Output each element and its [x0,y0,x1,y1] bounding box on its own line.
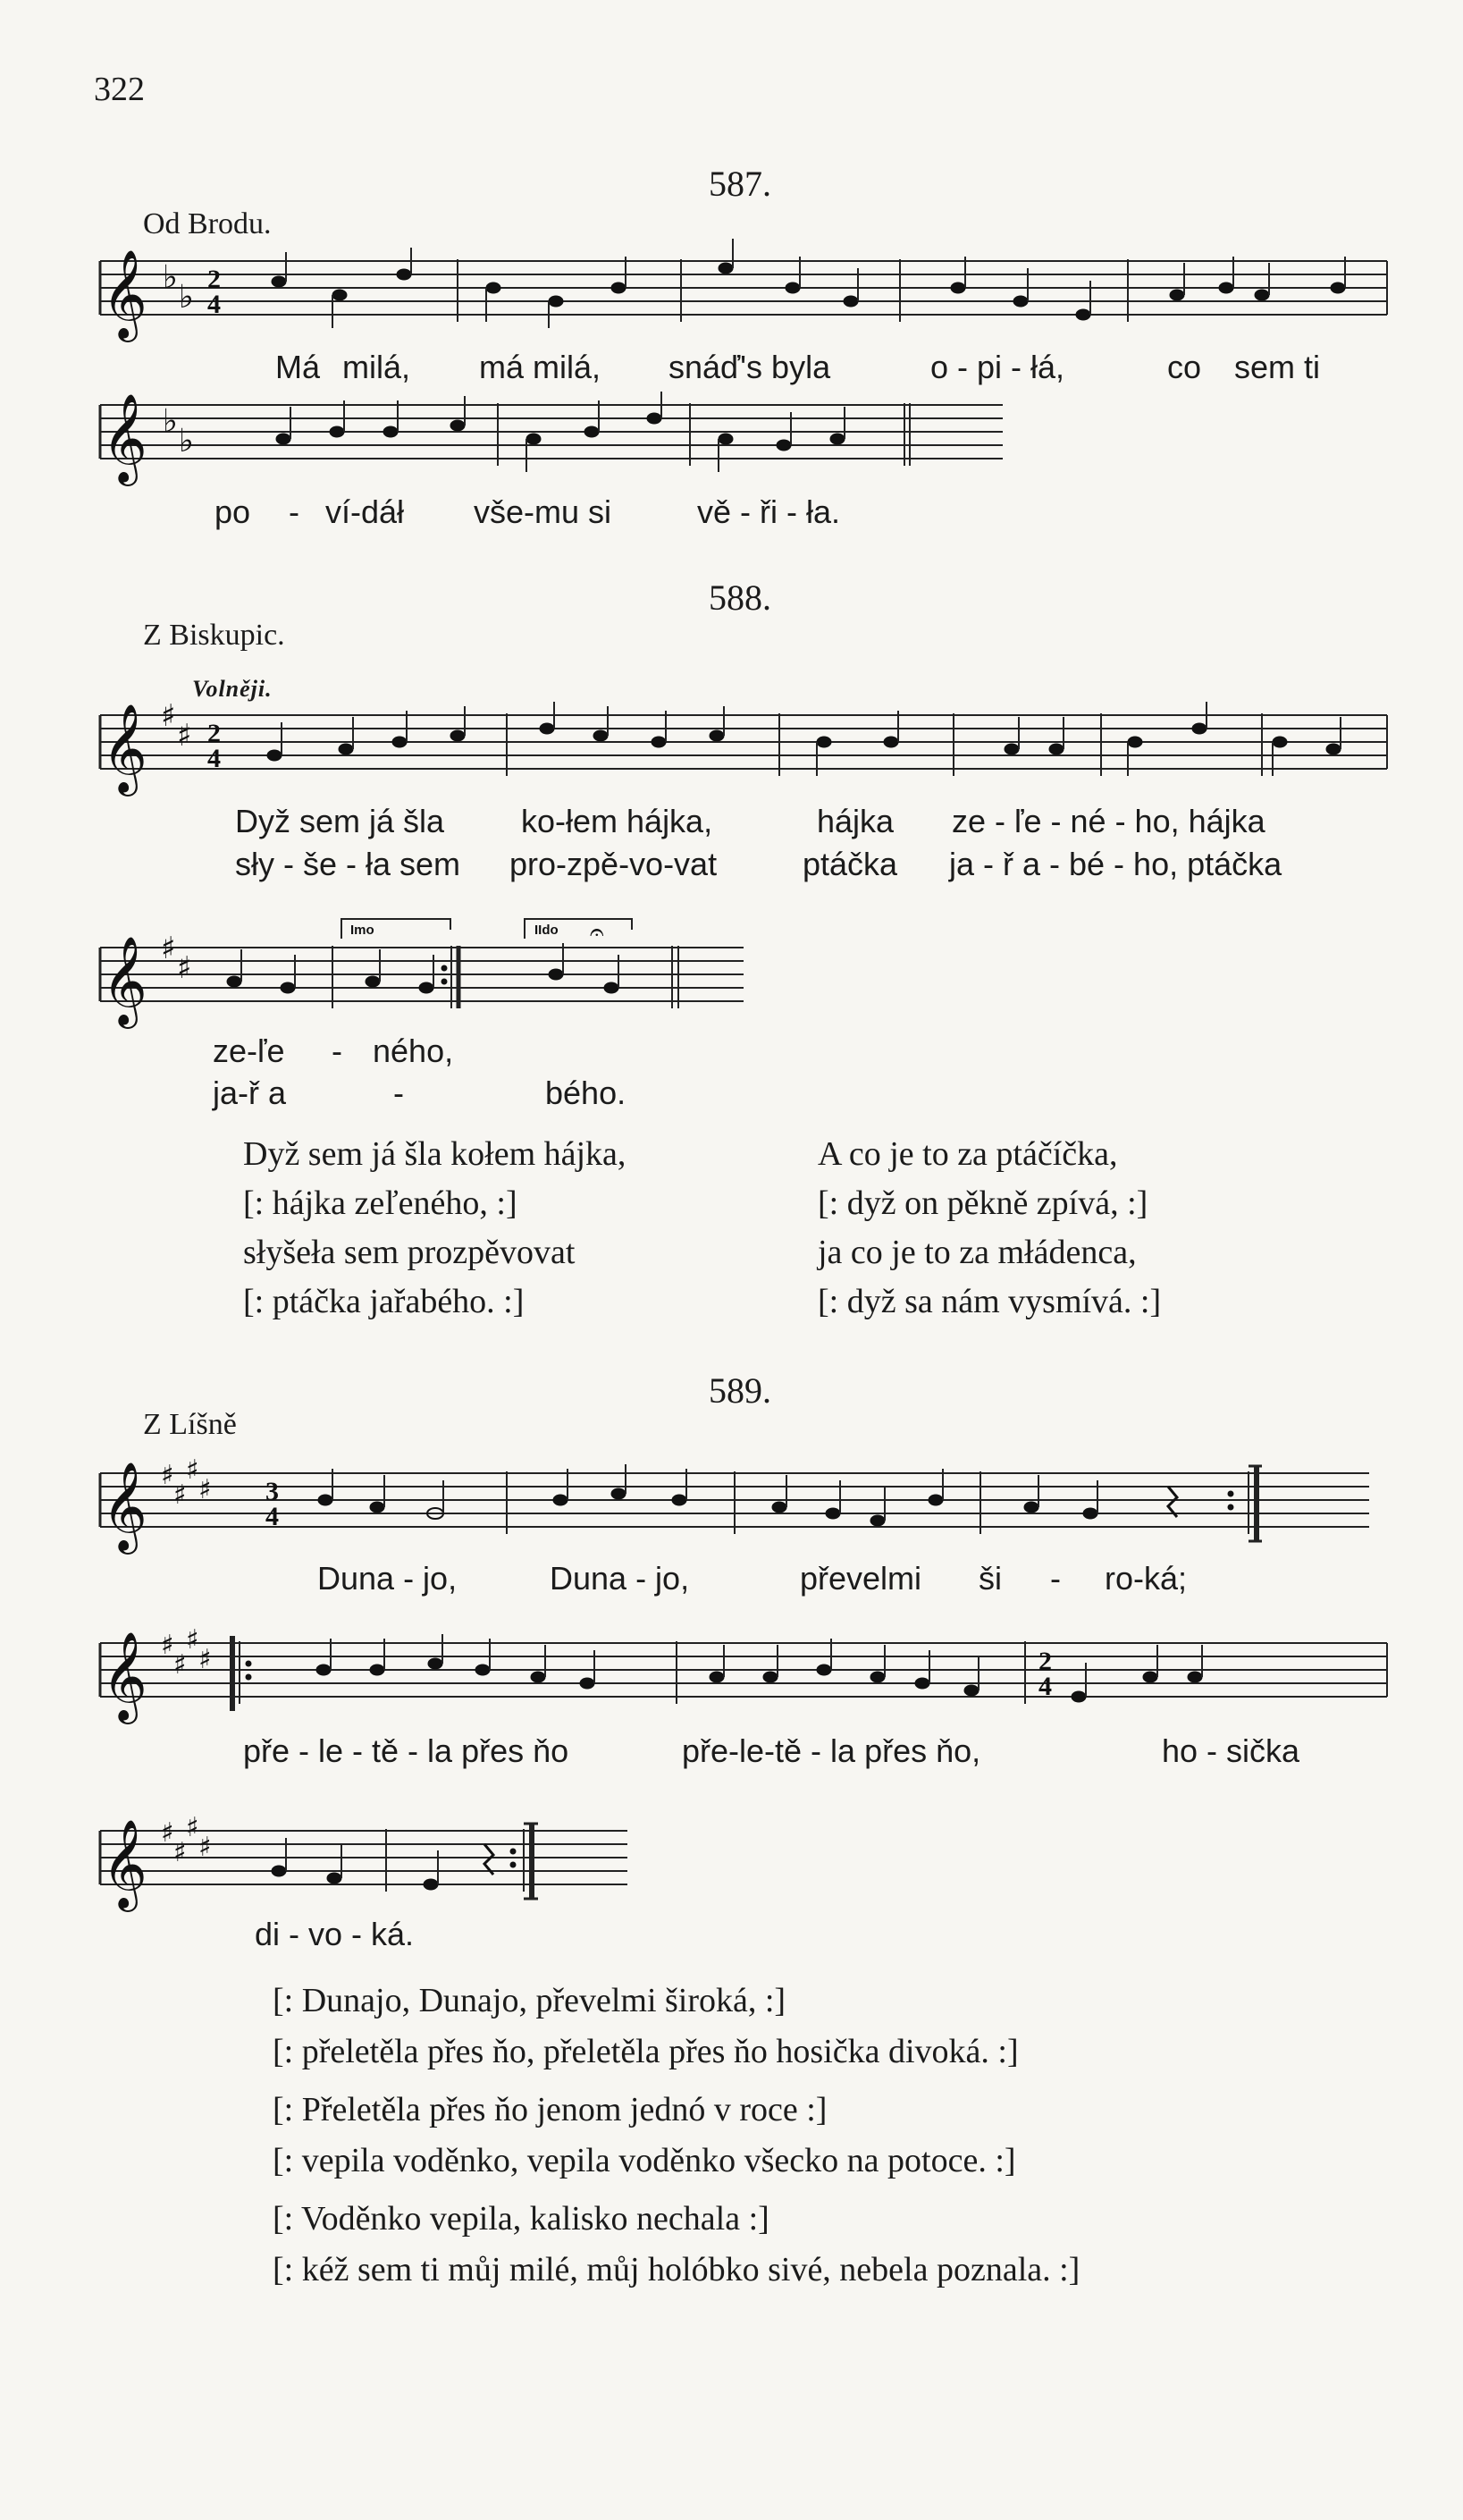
volta-1-label: Imo [350,923,374,938]
stanza-line: [: přeletěla přes ňo, přeletěla přes ňo hosička divoká. :] [273,2033,1019,2070]
lyric-syllable: - [289,493,299,530]
lyric-syllable: sem ti [1234,349,1321,385]
time-sig-top: 2 [207,265,221,294]
stanza-line: [: kéž sem ti můj milé, můj holóbko sivé, nebela poznala. :] [273,2251,1080,2288]
sharp-icon: ♯ [198,1644,212,1675]
lyric-syllable: vše-mu si [474,493,612,530]
staff-587-1 [100,249,1387,350]
lyric-syllable: ze - ľe - né - ho, hájka [952,803,1265,839]
lyric-syllable: bého. [545,1075,626,1111]
sharp-icon: ♯ [161,931,176,966]
song-number-587: 587. [709,164,771,204]
sharp-icon: ♯ [198,1474,212,1505]
staff-lines [100,1643,1387,1697]
sharp-icon: ♯ [161,1817,174,1849]
lyric-syllable: Dyž sem já šla [235,803,445,839]
stanza-line: A co je to za ptáčíčka, [818,1135,1118,1173]
sharp-icon: ♯ [161,1460,174,1491]
staff-589-2 [100,1624,1387,1732]
time-sig-bottom: 4 [207,744,221,773]
time-sig-bottom: 4 [265,1502,279,1531]
lyric-syllable: po [214,493,251,530]
flat-icon: ♭ [179,423,194,459]
treble-clef-icon: 𝄞 [102,1462,147,1551]
tempo-marking: Volněji. [192,676,273,702]
stanza-line: [: Dunajo, Dunajo, převelmi široká, :] [273,1982,786,2019]
lyric-syllable: vě - ři - ła. [697,493,841,530]
lyric-syllable: - [1050,1560,1061,1597]
stanza-line: [: hájka zeľeného, :] [243,1184,517,1222]
sharp-icon: ♯ [173,1837,187,1868]
lyric-syllable: milá, [342,349,411,385]
lyric-syllable: ví-dáł [325,493,405,530]
lyric-syllable: Duna - jo, [317,1560,458,1597]
notes [232,1634,1202,1711]
lyric-syllable: di - vo - ká. [255,1916,415,1952]
treble-clef-icon: 𝄞 [102,393,147,483]
lyric-syllable: ja - ř a - bé - ho, ptáčka [949,846,1282,882]
treble-clef-icon: 𝄞 [102,936,147,1025]
stanza-588-left [243,1130,626,1327]
lyric-syllable: - [332,1032,342,1069]
staff-lines [100,261,1387,315]
lyric-syllable: - [393,1075,404,1111]
song-number-589: 589. [709,1370,771,1411]
flat-icon: ♭ [163,259,178,296]
notes [227,943,678,1008]
song-origin-587: Od Brodu. [143,207,272,240]
time-sig-bottom: 4 [207,290,221,319]
lyric-syllable: převelmi [800,1560,922,1597]
notes [318,1464,1262,1541]
stanza-line: [: vepila voděnko, vepila voděnko všecko na potoce. :] [273,2142,1016,2179]
staff-588-2 [100,912,744,1028]
lyric-syllable: hájka [817,803,895,839]
sharp-icon: ♯ [186,1812,199,1843]
notes [267,702,1341,776]
stanza-line: [: dyž on pěkně zpívá, :] [818,1184,1148,1222]
sharp-icon: ♯ [177,718,192,754]
lyric-syllable: pře-le-tě - la přes ňo, [682,1732,981,1769]
stanza-line: ja co je to za młádenca, [818,1234,1137,1271]
stanza-line: słyšeła sem prozpěvovat [243,1234,576,1271]
stanza-line: [: Přeletěla přes ňo jenom jednó v roce :] [273,2091,828,2128]
sharp-icon: ♯ [173,1649,187,1681]
volta-2-label: IIdo [534,923,559,938]
stanza-line: [: ptáčka jařabého. :] [243,1283,525,1320]
sharp-icon: ♯ [161,698,176,734]
lyric-syllable: pro-zpě-vo-vat [509,846,718,882]
page-number: 322 [94,71,145,108]
time-sig-bottom: 4 [1038,1672,1052,1701]
staff-589-1 [100,1454,1387,1563]
treble-clef-icon: 𝄞 [102,1819,147,1909]
time-sig-top: 3 [265,1477,279,1506]
lyric-syllable: má milá, [479,349,601,385]
stanza-line: [: dyž sa nám vysmívá. :] [818,1283,1162,1320]
staff-lines [100,715,1387,769]
treble-clef-icon: 𝄞 [102,249,147,339]
sharp-icon: ♯ [198,1832,212,1863]
sharp-icon: ♯ [177,950,192,986]
stanza-line: [: Voděnko vepila, kalisko nechala :] [273,2200,769,2238]
treble-clef-icon: 𝄞 [102,704,147,793]
lyric-syllable: co [1167,349,1202,385]
song-number-588: 588. [709,577,771,618]
treble-clef-icon: 𝄞 [102,1631,147,1721]
lyric-syllable: ho - sička [1162,1732,1300,1769]
sharp-icon: ♯ [161,1630,174,1661]
lyric-syllable: pře - le - tě - la přes ňo [243,1732,569,1769]
lyric-syllable: o - pi - łá, [930,349,1065,385]
flat-icon: ♭ [163,403,178,440]
time-sig-top: 2 [207,719,221,748]
time-sig-top: 2 [1038,1647,1052,1676]
lyric-syllable: sły - še - ła sem [235,846,461,882]
flat-icon: ♭ [179,279,194,316]
staff-587-2 [100,393,1003,494]
staff-lines [100,405,1003,459]
stanza-588-right [818,1130,1161,1327]
staff-588-1 [100,698,1387,805]
staff-589-3 [100,1812,636,1920]
song-origin-589: Z Líšně [143,1408,237,1441]
stanza-589 [273,1976,1080,2296]
lyric-syllable: Duna - jo, [550,1560,690,1597]
sharp-icon: ♯ [173,1479,187,1511]
lyric-syllable: ko-łem hájka, [521,803,713,839]
fermata-icon: 𝄐 [590,917,604,947]
lyric-syllable: snáď's byla [668,349,831,385]
lyric-syllable: ši [979,1560,1002,1597]
song-origin-588: Z Biskupic. [143,619,285,652]
stanza-line: Dyž sem já šla kołem hájka, [243,1135,626,1173]
notes [272,1824,538,1899]
lyric-syllable: ného, [373,1032,454,1069]
sharp-icon: ♯ [186,1454,199,1486]
sharp-icon: ♯ [186,1624,199,1656]
lyric-syllable: Má [275,349,321,385]
lyric-syllable: ptáčka [803,846,898,882]
lyric-syllable: ro-ká; [1105,1560,1188,1597]
lyric-syllable: ze-ľe [213,1032,285,1069]
lyric-syllable: ja-ř a [213,1075,287,1111]
